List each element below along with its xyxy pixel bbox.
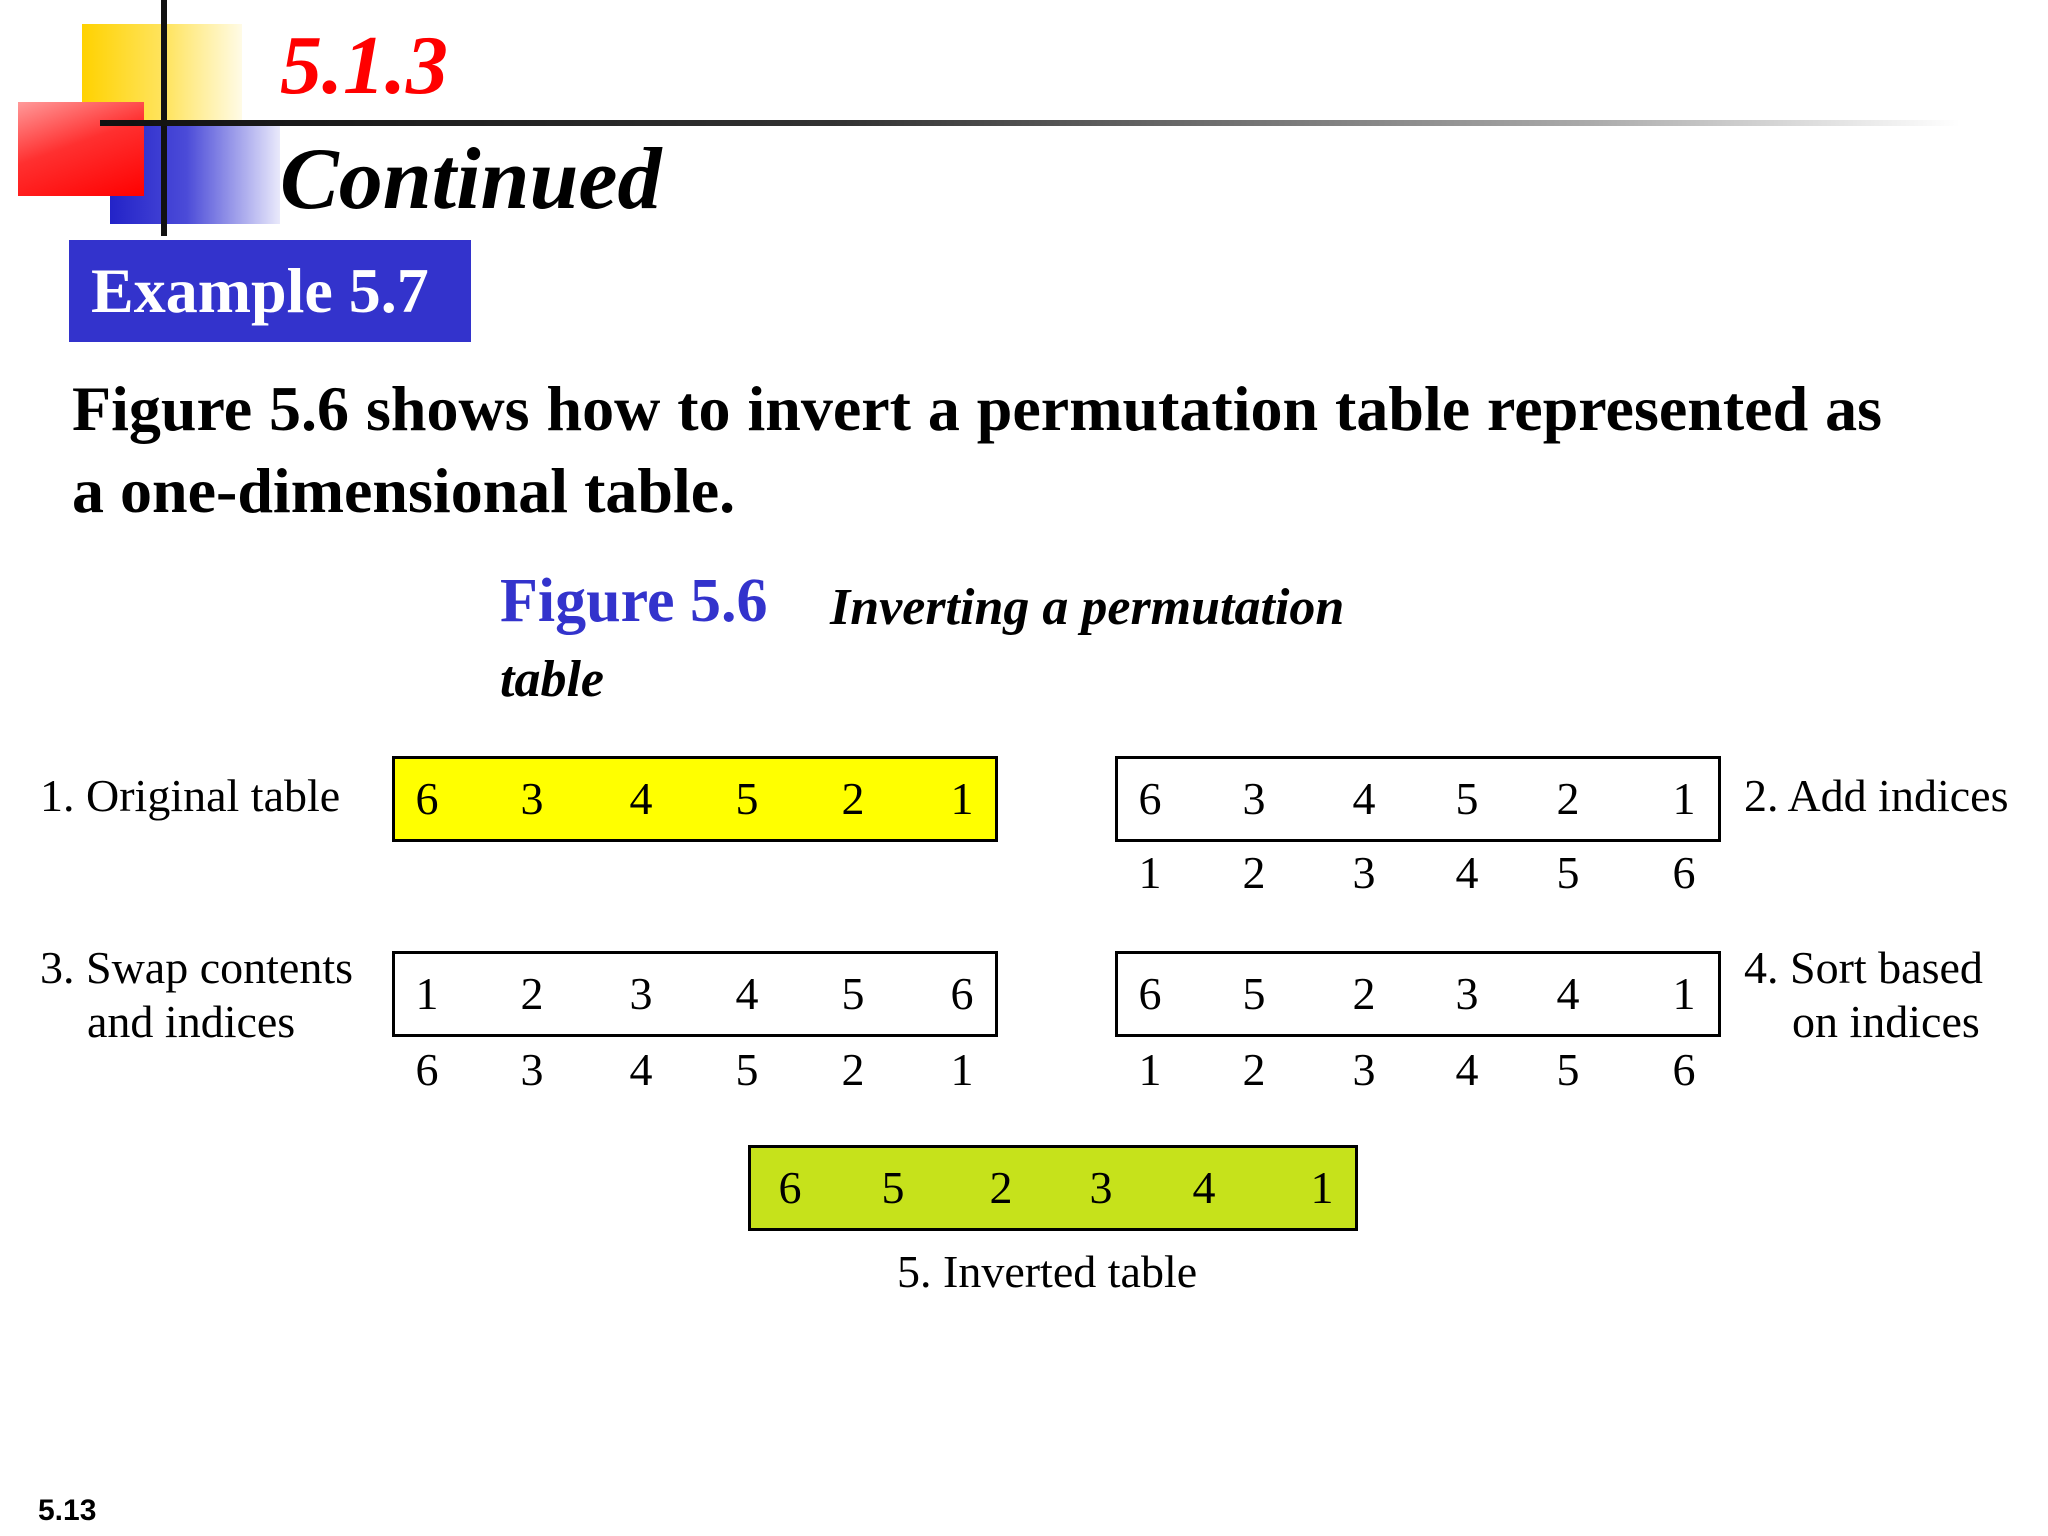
add-indices-index-cell: 1 xyxy=(1138,847,1162,898)
sorted-index-cell: 4 xyxy=(1455,1044,1479,1095)
inverted-cell: 6 xyxy=(778,1162,802,1213)
original-cell: 5 xyxy=(735,773,759,824)
example-badge: Example 5.7 xyxy=(69,240,471,342)
add-indices-content-cell: 3 xyxy=(1242,773,1266,824)
swapped-index-cell: 2 xyxy=(841,1044,865,1095)
swapped-index-cell: 1 xyxy=(950,1044,974,1095)
original-cell: 1 xyxy=(950,773,974,824)
original-table xyxy=(392,756,998,842)
sorted-content-cell: 3 xyxy=(1455,968,1479,1019)
add-indices-index-cell: 2 xyxy=(1242,847,1266,898)
add-indices-index-cell: 4 xyxy=(1455,847,1479,898)
figure-title: Inverting a permutation xyxy=(830,579,1345,636)
inverted-cell: 1 xyxy=(1310,1162,1334,1213)
swapped-index-cell: 6 xyxy=(415,1044,439,1095)
section-title: Continued xyxy=(280,131,662,228)
add-indices-content-cell: 4 xyxy=(1352,773,1376,824)
step2-label: 2. Add indices xyxy=(1744,770,2009,821)
sorted-content-cell: 2 xyxy=(1352,968,1376,1019)
step4-label-line1: 4. Sort based xyxy=(1744,942,1983,993)
sorted-index-cell: 2 xyxy=(1242,1044,1266,1095)
figure-number: Figure 5.6 xyxy=(500,567,768,635)
sorted-content-cell: 6 xyxy=(1138,968,1162,1019)
decor-red-square xyxy=(18,102,144,196)
swapped-content-cell: 2 xyxy=(520,968,544,1019)
decor-vertical-line xyxy=(161,0,167,236)
figure-title-continued: table xyxy=(500,651,604,708)
step1-label: 1. Original table xyxy=(40,770,341,821)
add-indices-content-cell: 2 xyxy=(1556,773,1580,824)
add-indices-table xyxy=(1115,756,1721,842)
inverted-cell: 2 xyxy=(989,1162,1013,1213)
body-text: Figure 5.6 shows how to invert a permutation table represented as a one-dimensional table. xyxy=(72,373,1882,526)
step5-label: 5. Inverted table xyxy=(897,1246,1198,1297)
original-cell: 3 xyxy=(520,773,544,824)
step3-label-line2: and indices xyxy=(87,996,296,1047)
add-indices-content-cell: 6 xyxy=(1138,773,1162,824)
inverted-table xyxy=(748,1145,1358,1231)
inverted-cell: 4 xyxy=(1192,1162,1216,1213)
decor-horizontal-line xyxy=(100,120,1960,126)
sorted-content-cell: 5 xyxy=(1242,968,1266,1019)
add-indices-content-cell: 1 xyxy=(1672,773,1696,824)
section-number: 5.1.3 xyxy=(280,19,448,112)
original-cell: 2 xyxy=(841,773,865,824)
add-indices-index-cell: 3 xyxy=(1352,847,1376,898)
page-number: 5.13 xyxy=(38,1494,97,1527)
swapped-index-cell: 3 xyxy=(520,1044,544,1095)
swapped-content-cell: 4 xyxy=(735,968,759,1019)
sorted-index-cell: 5 xyxy=(1556,1044,1580,1095)
sorted-index-cell: 3 xyxy=(1352,1044,1376,1095)
original-cell: 4 xyxy=(629,773,653,824)
sorted-content-cell: 4 xyxy=(1556,968,1580,1019)
sorted-table xyxy=(1115,951,1721,1037)
add-indices-index-cell: 6 xyxy=(1672,847,1696,898)
swapped-index-cell: 4 xyxy=(629,1044,653,1095)
swapped-content-cell: 6 xyxy=(950,968,974,1019)
inverted-cell: 5 xyxy=(881,1162,905,1213)
step4-label-line2: on indices xyxy=(1792,996,1980,1047)
swapped-content-cell: 1 xyxy=(415,968,439,1019)
add-indices-index-cell: 5 xyxy=(1556,847,1580,898)
inverted-cell: 3 xyxy=(1089,1162,1113,1213)
swapped-content-cell: 5 xyxy=(841,968,865,1019)
sorted-index-cell: 6 xyxy=(1672,1044,1696,1095)
original-cell: 6 xyxy=(415,773,439,824)
swapped-content-cell: 3 xyxy=(629,968,653,1019)
swapped-index-cell: 5 xyxy=(735,1044,759,1095)
add-indices-content-cell: 5 xyxy=(1455,773,1479,824)
sorted-index-cell: 1 xyxy=(1138,1044,1162,1095)
step3-label-line1: 3. Swap contents xyxy=(40,942,354,993)
sorted-content-cell: 1 xyxy=(1672,968,1696,1019)
swapped-table xyxy=(392,951,998,1037)
